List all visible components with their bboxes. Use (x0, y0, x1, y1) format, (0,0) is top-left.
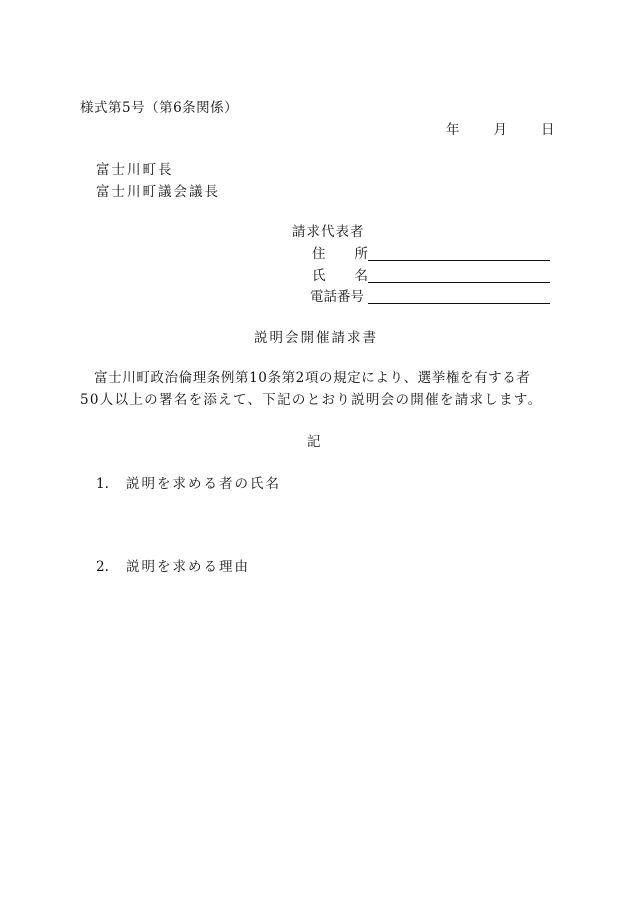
phone-field (310, 285, 550, 305)
list-item (96, 472, 281, 492)
address-field (310, 242, 550, 262)
phone-label: 電話番号 (310, 289, 364, 305)
item-label: 説明を求める理由 (126, 559, 250, 575)
phone-input-line[interactable] (368, 289, 550, 304)
item-number: 2. (96, 559, 109, 575)
date-month-label: 月 (493, 122, 507, 138)
item-label: 説明を求める者の氏名 (126, 476, 281, 492)
body-line-2: 50人以上の署名を添えて、下記のとおり説明会の開催を請求します。 (80, 392, 543, 408)
date-year-label: 年 (446, 122, 460, 138)
list-item (96, 555, 250, 575)
item-number: 1. (96, 476, 109, 492)
representative-title: 請求代表者 (292, 224, 365, 240)
name-label: 氏 名 (312, 268, 368, 284)
document-title: 説明会開催請求書 (254, 330, 378, 346)
addressee-mayor: 富士川町長 (96, 162, 174, 178)
name-input-line[interactable] (368, 268, 550, 283)
body-text (80, 367, 550, 411)
name-field (310, 264, 550, 284)
ki-heading: 記 (307, 434, 321, 450)
date-line (446, 118, 555, 138)
body-line-1: 富士川町政治倫理条例第10条第2項の規定により、選挙権を有する者 (94, 370, 531, 386)
date-day-label: 日 (541, 122, 555, 138)
form-number: 様式第5号（第6条関係） (80, 100, 239, 116)
addressee-council-chair: 富士川町議会議長 (96, 184, 220, 200)
address-label: 住 所 (312, 246, 368, 262)
address-input-line[interactable] (368, 246, 550, 261)
